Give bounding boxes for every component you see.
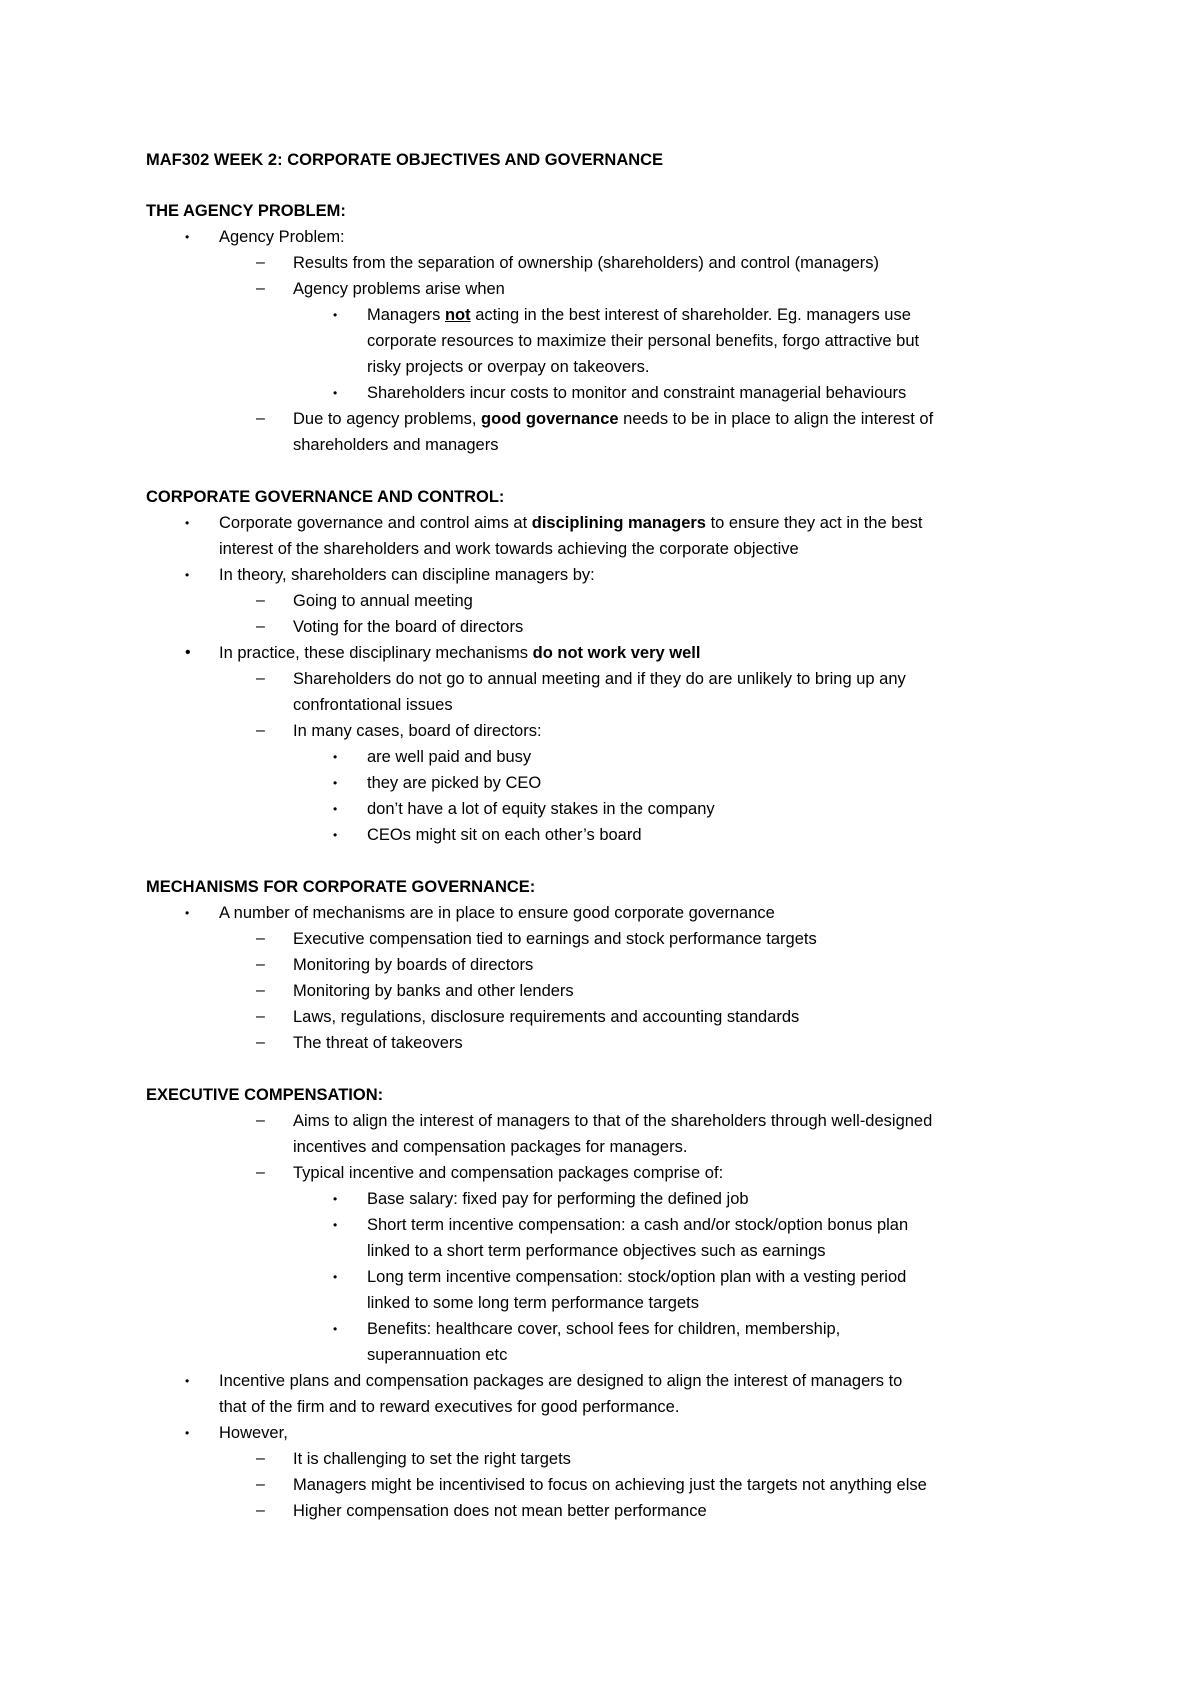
list-item: Laws, regulations, disclosure requirements and accounting standards [293, 1008, 800, 1026]
list-item: don’t have a lot of equity stakes in the company [367, 800, 715, 818]
list-item: Agency problems arise when [293, 280, 505, 298]
list-item: CEOs might sit on each other’s board [367, 826, 642, 844]
section-heading-agency: THE AGENCY PROBLEM: [146, 202, 346, 220]
list-item: Agency Problem: [219, 228, 345, 246]
list-item-continuation: that of the firm and to reward executives for good performance. [219, 1398, 680, 1416]
dash-icon: – [256, 254, 265, 271]
list-item: However, [219, 1424, 288, 1442]
bullet-icon: • [185, 230, 190, 244]
dash-icon: – [256, 280, 265, 297]
list-item [367, 303, 911, 327]
section-heading-mechanisms: MECHANISMS FOR CORPORATE GOVERNANCE: [146, 878, 536, 896]
page-title: MAF302 WEEK 2: CORPORATE OBJECTIVES AND GOVERNANCE [146, 151, 664, 169]
dash-icon: – [256, 618, 265, 635]
dash-icon: – [256, 1008, 265, 1025]
list-item [219, 511, 922, 535]
list-item-continuation: risky projects or overpay on takeovers. [367, 358, 650, 376]
bullet-icon: • [333, 308, 338, 322]
list-item: In theory, shareholders can discipline managers by: [219, 566, 595, 584]
bullet-icon: • [333, 1192, 338, 1206]
dash-icon: – [256, 1112, 265, 1129]
list-item: The threat of takeovers [293, 1034, 463, 1052]
bullet-icon: • [185, 516, 190, 530]
text-run: to ensure they act in the best [705, 514, 923, 532]
list-item-continuation: shareholders and managers [293, 436, 499, 454]
text-run: acting in the best interest of shareholder. Eg. managers use [470, 306, 911, 324]
dash-icon: – [256, 1450, 265, 1467]
list-item: Managers might be incentivised to focus on achieving just the targets not anything else [293, 1476, 927, 1494]
list-item: Higher compensation does not mean better performance [293, 1502, 707, 1520]
list-item [219, 641, 700, 665]
dash-icon: – [256, 1164, 265, 1181]
list-item: It is challenging to set the right targets [293, 1450, 571, 1468]
list-item: Going to annual meeting [293, 592, 473, 610]
list-item: Voting for the board of directors [293, 618, 524, 636]
dash-icon: – [256, 930, 265, 947]
bullet-icon: • [333, 1218, 338, 1232]
list-item-continuation: corporate resources to maximize their personal benefits, forgo attractive but [367, 332, 920, 350]
list-item: A number of mechanisms are in place to ensure good corporate governance [219, 904, 775, 922]
list-item: they are picked by CEO [367, 774, 542, 792]
list-item-continuation: superannuation etc [367, 1346, 508, 1364]
text-run: Due to agency problems, [293, 410, 482, 428]
bullet-icon: • [333, 776, 338, 790]
list-item: are well paid and busy [367, 748, 532, 766]
emphasis-text: not [444, 306, 471, 324]
text-run: In practice, these disciplinary mechanisms [219, 644, 533, 662]
list-item: Shareholders do not go to annual meeting and if they do are unlikely to bring up any [293, 670, 906, 688]
dash-icon: – [256, 982, 265, 999]
list-item-continuation: incentives and compensation packages for managers. [293, 1138, 688, 1156]
bullet-icon: • [333, 1270, 338, 1284]
list-item-continuation: interest of the shareholders and work towards achieving the corporate objective [219, 540, 799, 558]
bullet-icon: • [333, 386, 338, 400]
dash-icon: – [256, 410, 265, 427]
list-item: Aims to align the interest of managers to that of the shareholders through well-designed [293, 1112, 933, 1130]
bullet-icon: • [333, 802, 338, 816]
dash-icon: – [256, 722, 265, 739]
bullet-icon: • [333, 828, 338, 842]
list-item: Monitoring by boards of directors [293, 956, 534, 974]
dash-icon: – [256, 670, 265, 687]
emphasis-text: good governance [481, 410, 619, 428]
section-heading-governance: CORPORATE GOVERNANCE AND CONTROL: [146, 488, 505, 506]
list-item: Monitoring by banks and other lenders [293, 982, 574, 1000]
dash-icon: – [256, 956, 265, 973]
dash-icon: – [256, 1476, 265, 1493]
bullet-icon: • [333, 1322, 338, 1336]
text-run: Corporate governance and control aims at [219, 514, 532, 532]
text-run: Managers [367, 306, 445, 324]
list-item: Typical incentive and compensation packages comprise of: [293, 1164, 724, 1182]
list-item: Executive compensation tied to earnings and stock performance targets [293, 930, 817, 948]
list-item: Long term incentive compensation: stock/option plan with a vesting period [367, 1268, 907, 1286]
bullet-icon: • [185, 906, 190, 920]
list-item: Benefits: healthcare cover, school fees for children, membership, [367, 1320, 841, 1338]
bullet-icon: • [333, 750, 338, 764]
list-item-continuation: confrontational issues [293, 696, 453, 714]
list-item: Base salary: fixed pay for performing the defined job [367, 1190, 749, 1208]
bullet-icon: • [185, 644, 191, 661]
emphasis-text: disciplining managers [531, 514, 706, 532]
section-heading-compensation: EXECUTIVE COMPENSATION: [146, 1086, 384, 1104]
emphasis-text: do not work very well [532, 644, 701, 662]
list-item-continuation: linked to a short term performance objectives such as earnings [367, 1242, 826, 1260]
bullet-icon: • [185, 1426, 190, 1440]
list-item: In many cases, board of directors: [293, 722, 542, 740]
list-item: Results from the separation of ownership (shareholders) and control (managers) [293, 254, 880, 272]
bullet-icon: • [185, 568, 190, 582]
dash-icon: – [256, 1034, 265, 1051]
text-run: needs to be in place to align the interest of [618, 410, 934, 428]
list-item [293, 407, 933, 431]
list-item: Short term incentive compensation: a cash and/or stock/option bonus plan [367, 1216, 909, 1234]
bullet-icon: • [185, 1374, 190, 1388]
dash-icon: – [256, 1502, 265, 1519]
list-item-continuation: linked to some long term performance targets [367, 1294, 699, 1312]
dash-icon: – [256, 592, 265, 609]
list-item: Shareholders incur costs to monitor and constraint managerial behaviours [367, 384, 907, 402]
list-item: Incentive plans and compensation packages are designed to align the interest of managers to [219, 1372, 903, 1390]
